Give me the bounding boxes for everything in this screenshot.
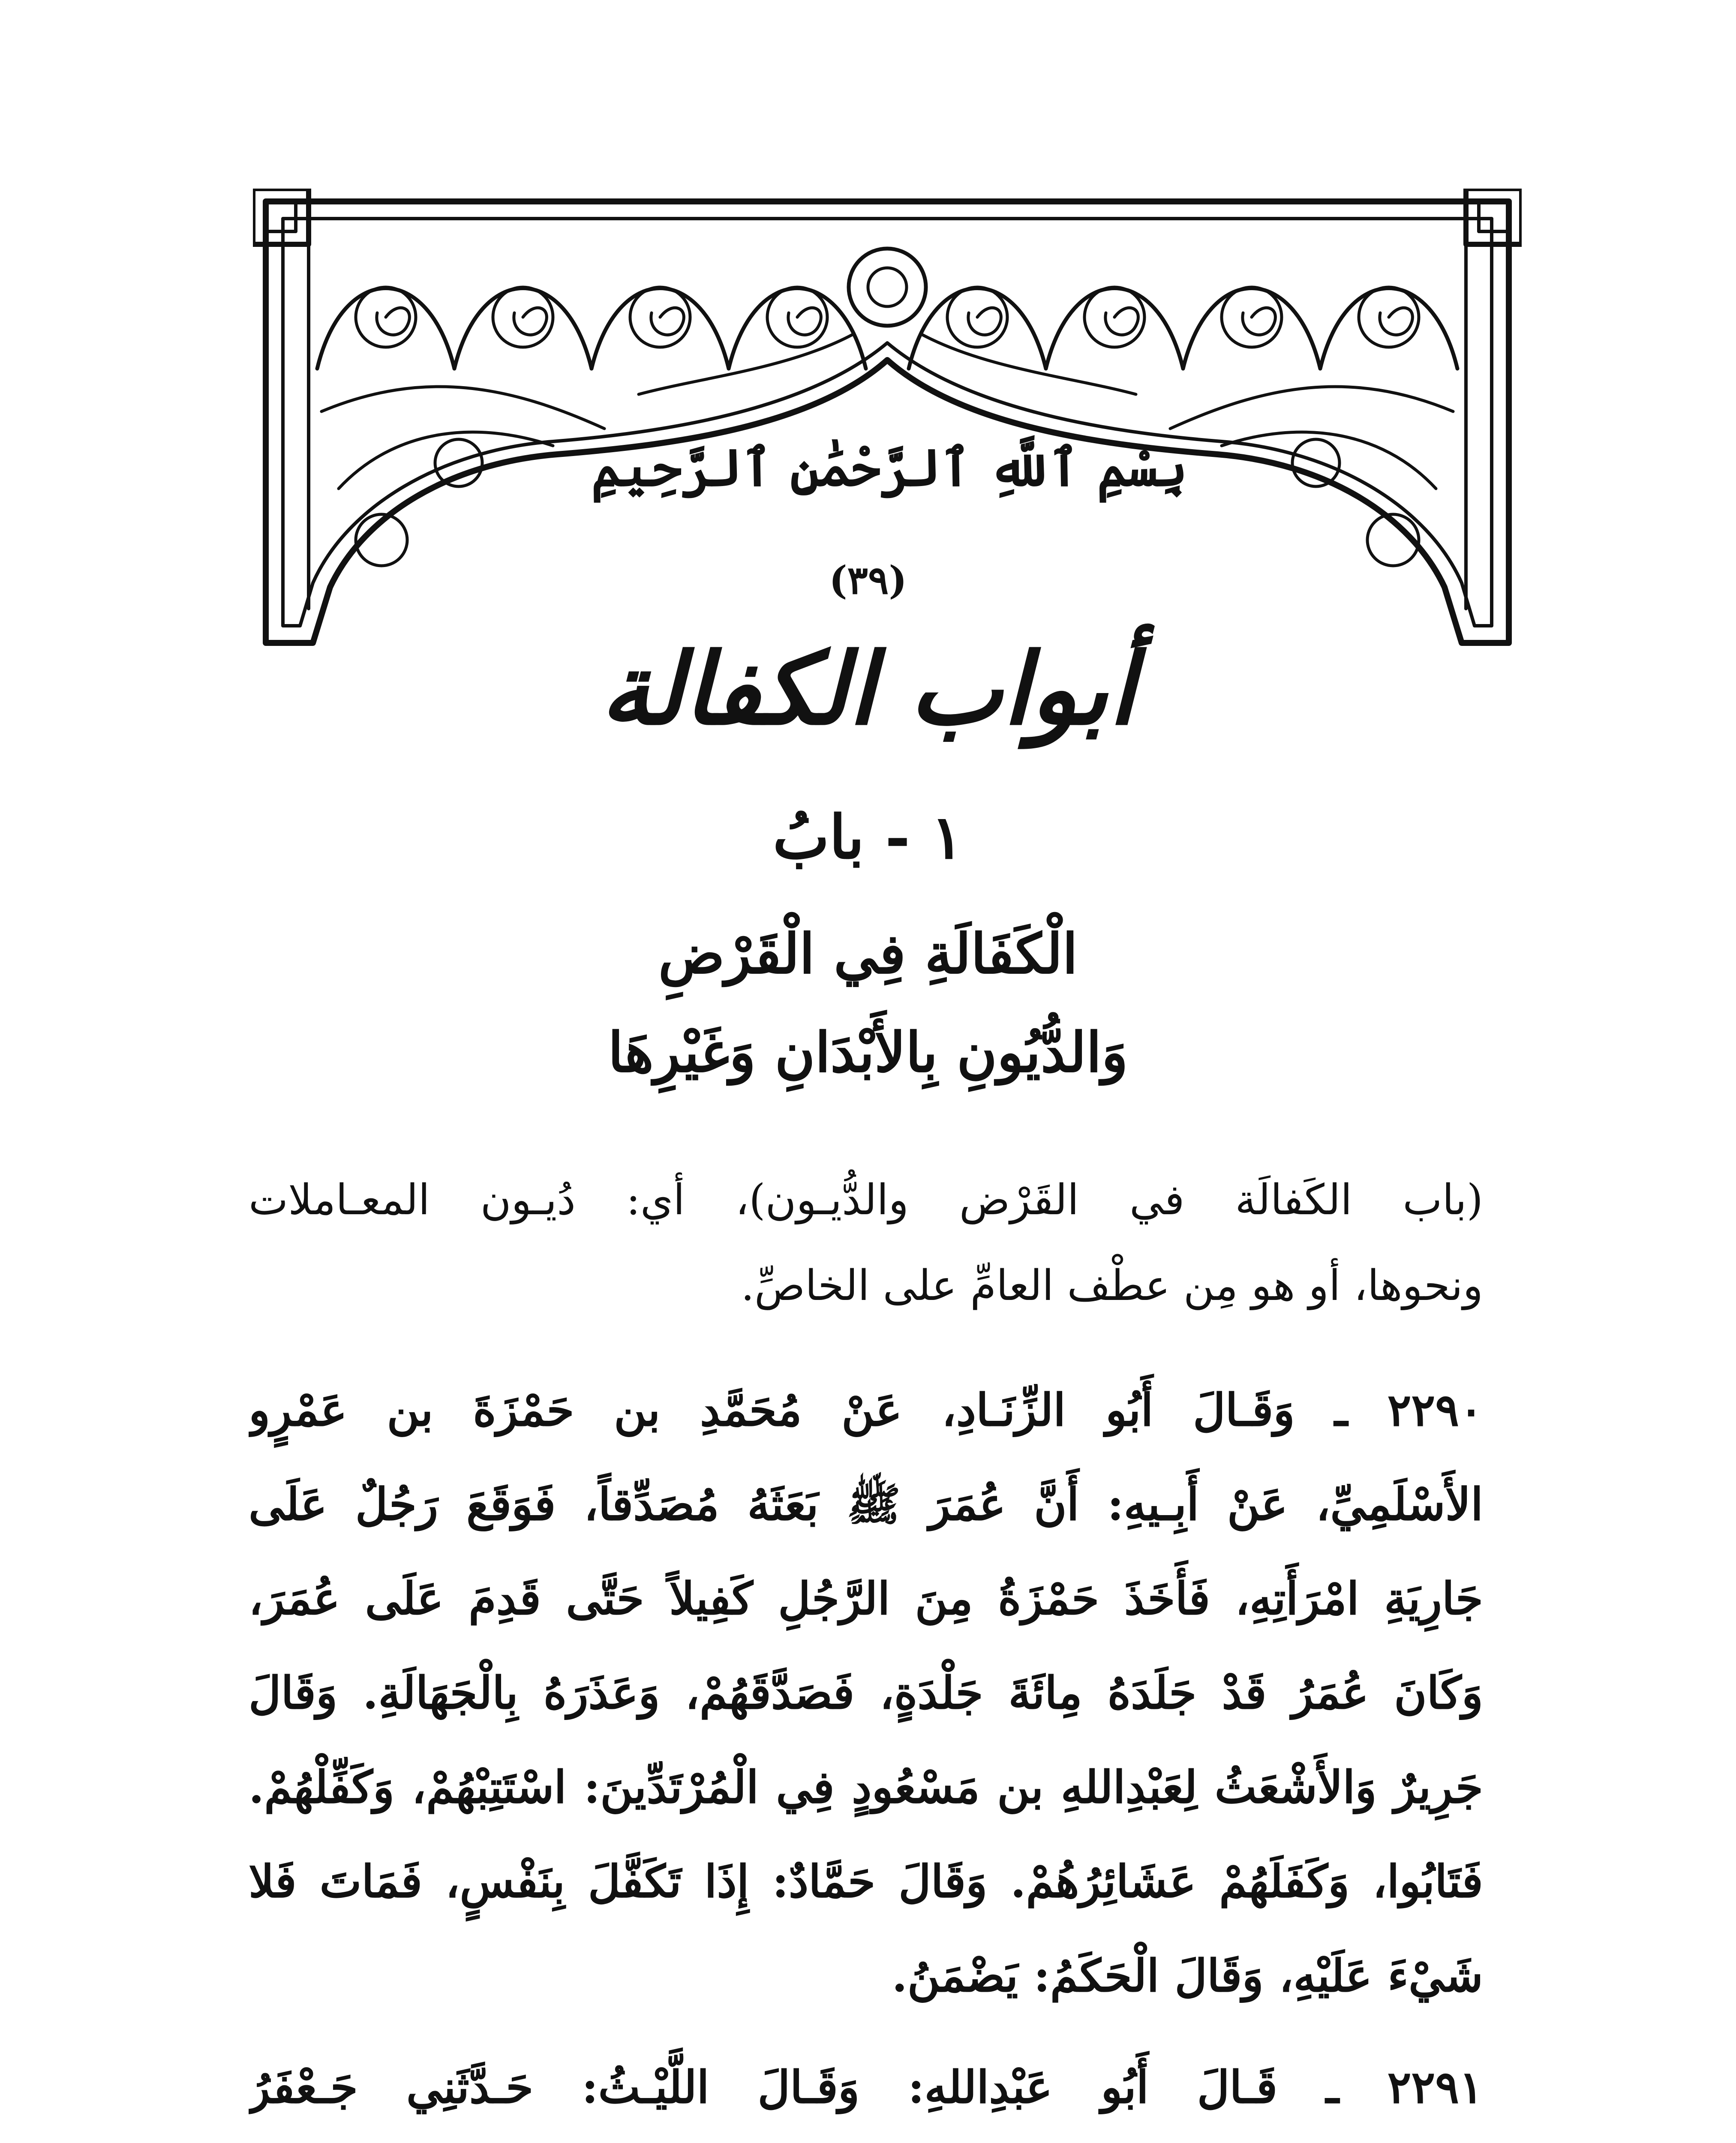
book-title: أبواب الكفالة xyxy=(600,631,1136,747)
bab-title-line-2: وَالدُّيُونِ بِالأَبْدَانِ وَغَيْرِهَا xyxy=(608,1020,1128,1085)
text-line: (باب الكَفالَة في القَرْض والدُّيـون)، أي: دُيـون المعـاملات xyxy=(249,1176,1483,1225)
text-line: ٢٢٩١ ـ قَـالَ أَبُو عَبْدِاللهِ: وَقَـالَ اللَّيْـثُ: حَـدَّثَنِي جَـعْفَرُ xyxy=(249,2061,1483,2113)
bab-title-line-1: الْكَفَالَةِ فِي الْقَرْضِ xyxy=(658,922,1078,986)
text-line: ٢٢٩٠ ـ وَقَـالَ أَبُو الزِّنَـادِ، عَنْ مُحَمَّدِ بن حَمْزَةَ بن عَمْرٍو xyxy=(249,1384,1483,1436)
text-line: جَرِيرٌ وَالأَشْعَثُ لِعَبْدِاللهِ بن مَسْعُودٍ فِي الْمُرْتَدِّينَ: اسْتَتِبْهُمْ، وَكَفِّلْهُمْ. xyxy=(249,1761,1483,1813)
text-line: الأَسْلَمِيِّ، عَنْ أَبِـيهِ: أَنَّ عُمَرَ ﷺ بَعَثَهُ مُصَدِّقاً، فَوَقَعَ رَجُلٌ عَلَى xyxy=(249,1478,1483,1531)
basmala: بِسْمِ ٱللَّهِ ٱلرَّحْمَٰنِ ٱلرَّحِيمِ xyxy=(591,438,1188,498)
text-line: وَكَانَ عُمَرُ قَدْ جَلَدَهُ مِائَةَ جَلْدَةٍ، فَصَدَّقَهُمْ، وَعَذَرَهُ بِالْجَهَالَةِ. وَقَالَ xyxy=(249,1666,1483,1719)
bab-label: ١ - بابُ xyxy=(772,802,964,873)
text-line: شَيْءَ عَلَيْهِ، وَقَالَ الْحَكَمُ: يَضْمَنُ. xyxy=(892,1949,1483,2002)
commentary-paragraph xyxy=(249,1157,1483,1329)
chapter-number: (٣٩) xyxy=(829,558,907,603)
hadith-2291-paragraph xyxy=(249,2040,1483,2134)
hadith-2290-paragraph xyxy=(249,1363,1483,2023)
text-line: جَارِيَةِ امْرَأَتِهِ، فَأَخَذَ حَمْزَةُ مِنَ الرَّجُلِ كَفِيلاً حَتَّى قَدِمَ عَلَى عُمَرَ، xyxy=(249,1572,1483,1625)
text-line: فَتَابُوا، وَكَفَلَهُمْ عَشَائِرُهُمْ. وَقَالَ حَمَّادٌ: إِذَا تَكَفَّلَ بِنَفْسٍ، فَمَاتَ فَلا xyxy=(249,1855,1483,1908)
text-line: ونحوها، أو هو مِن عطْف العامِّ على الخاصِّ. xyxy=(741,1261,1483,1310)
